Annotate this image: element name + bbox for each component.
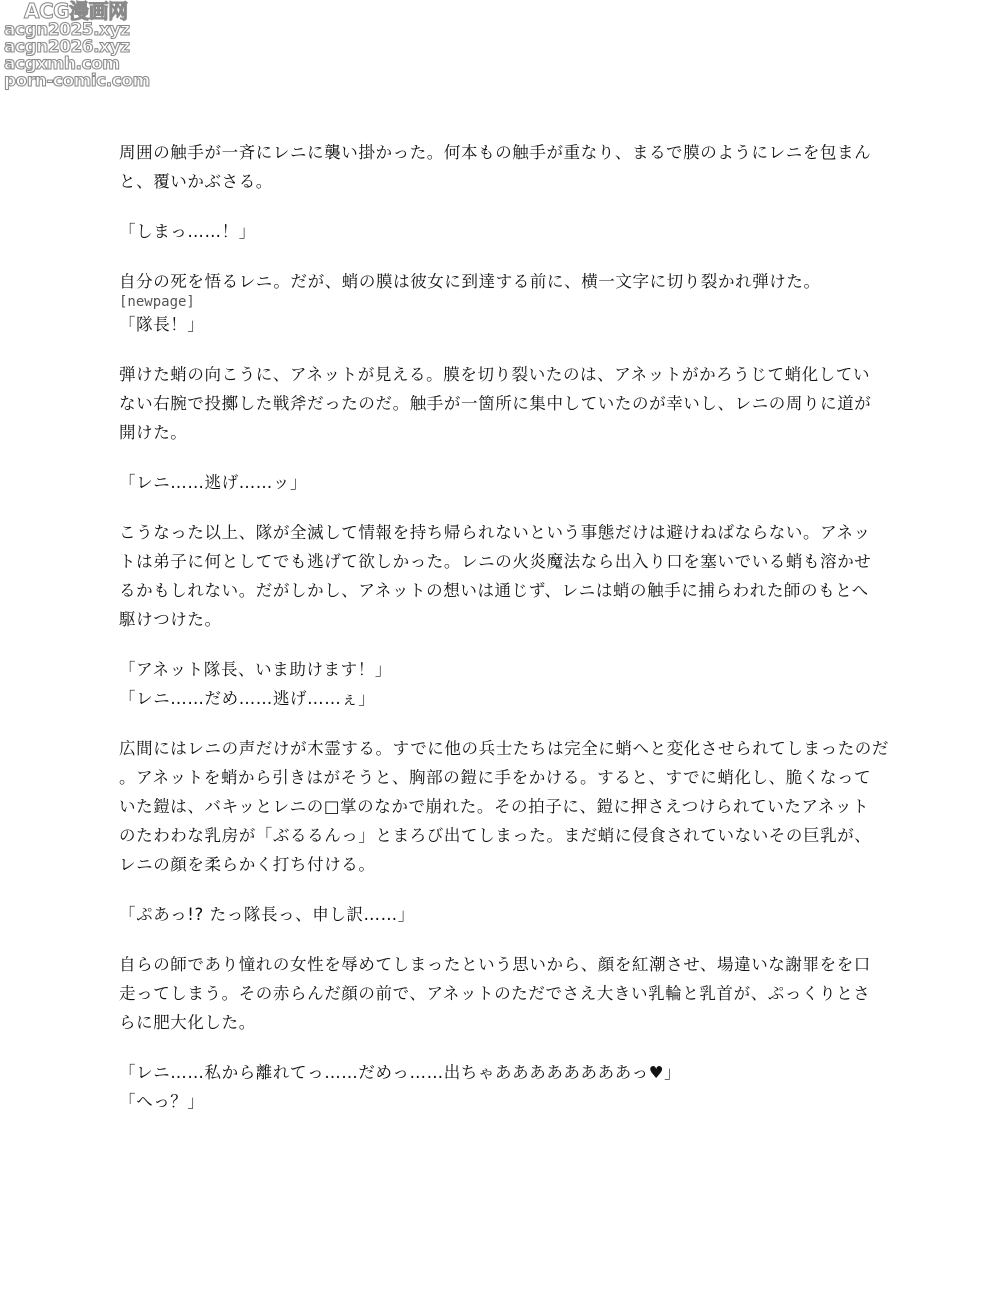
watermark-domain: porn-comic.com [4,71,150,91]
text-line: 駆けつけた。 [119,610,222,629]
text-line: 「隊長！」 [119,315,205,334]
text-line: 「レニ……逃げ……ッ」 [119,473,308,492]
text-line: 開けた。 [119,423,188,442]
dialogue [119,900,877,929]
text-line: らに肥大化した。 [119,1013,256,1032]
text-line: ない右腕で投擲した戦斧だったのだ。触手が一箇所に集中していたのが幸いし、レニの周りに道が [119,394,872,413]
text-line: いた鎧は、バキッとレニの□掌のなかで崩れた。その拍子に、鎧に押さえつけられていたアネット [119,797,870,816]
text-line: こうなった以上、隊が全滅して情報を持ち帰られないという事態だけは避けねばならない。アネッ [119,523,871,542]
watermark-domain: acgn2026.xyz [4,37,130,57]
text-line: のたわわな乳房が「ぶるるんっ」とまろび出てしまった。まだ蛸に侵食されていないその巨乳が、 [119,826,872,845]
paragraph [119,950,877,1037]
paragraph [119,267,877,296]
text-line: レニの顔を柔らかく打ち付ける。 [119,855,376,874]
watermark-domain: acgxmh.com [4,54,120,74]
paragraph [119,138,877,196]
text-line: と、覆いかぶさる。 [119,172,273,191]
paragraph [119,734,889,879]
text-line: 周囲の触手が一斉にレニに襲い掛かった。何本もの触手が重なり、まるで膜のようにレニを包まん [119,143,872,162]
dialogue [119,655,877,713]
watermark [4,0,184,90]
document-body [119,138,889,1137]
text-line: 走ってしまう。その赤らんだ顔の前で、アネットのただでさえ大きい乳輪と乳首が、ぷっくりとさ [119,984,871,1003]
text-line: 自分の死を悟るレニ。だが、蛸の膜は彼女に到達する前に、横一文字に切り裂かれ弾けた。 [119,272,821,291]
text-line: 自らの師であり憧れの女性を辱めてしまったという思いから、顔を紅潮させ、場違いな謝罪をを口 [119,955,871,974]
newpage-marker: [newpage] [119,294,195,310]
text-line: 「ぷあっ!? たっ隊長っ、申し訳……」 [119,905,415,924]
text-line: るかもしれない。だがしかし、アネットの想いは通じず、レニは蛸の触手に捕らわれた師のもとへ [119,581,869,600]
text-line: 「しまっ……！」 [119,222,256,241]
dialogue [119,468,877,497]
text-line: 広間にはレニの声だけが木霊する。すでに他の兵士たちは完全に蛸へと変化させられてしまったのだ [119,739,889,758]
dialogue [119,1058,877,1116]
text-line: 「アネット隊長、いま助けます！」 [119,660,392,679]
paragraph [119,518,877,634]
text-line: 「へっ？」 [119,1092,205,1111]
text-line: 「レニ……だめ……逃げ……ぇ」 [119,689,376,708]
watermark-title: ACG漫画网 [24,0,128,23]
watermark-domain: acgn2025.xyz [4,20,130,40]
text-line: 「レニ……私から離れてっ……だめっ……出ちゃああああああああっ♥」 [119,1063,682,1082]
text-line: トは弟子に何としてでも逃げて欲しかった。レニの火炎魔法なら出入り口を塞いでいる蛸も溶かせ [119,552,872,571]
dialogue [119,310,877,339]
text-line: 弾けた蛸の向こうに、アネットが見える。膜を切り裂いたのは、アネットがかろうじて蛸化してい [119,365,871,384]
paragraph [119,360,877,447]
text-line: 。アネットを蛸から引きはがそうと、胸部の鎧に手をかける。すると、すでに蛸化し、脆くなって [119,768,872,787]
dialogue [119,217,877,246]
